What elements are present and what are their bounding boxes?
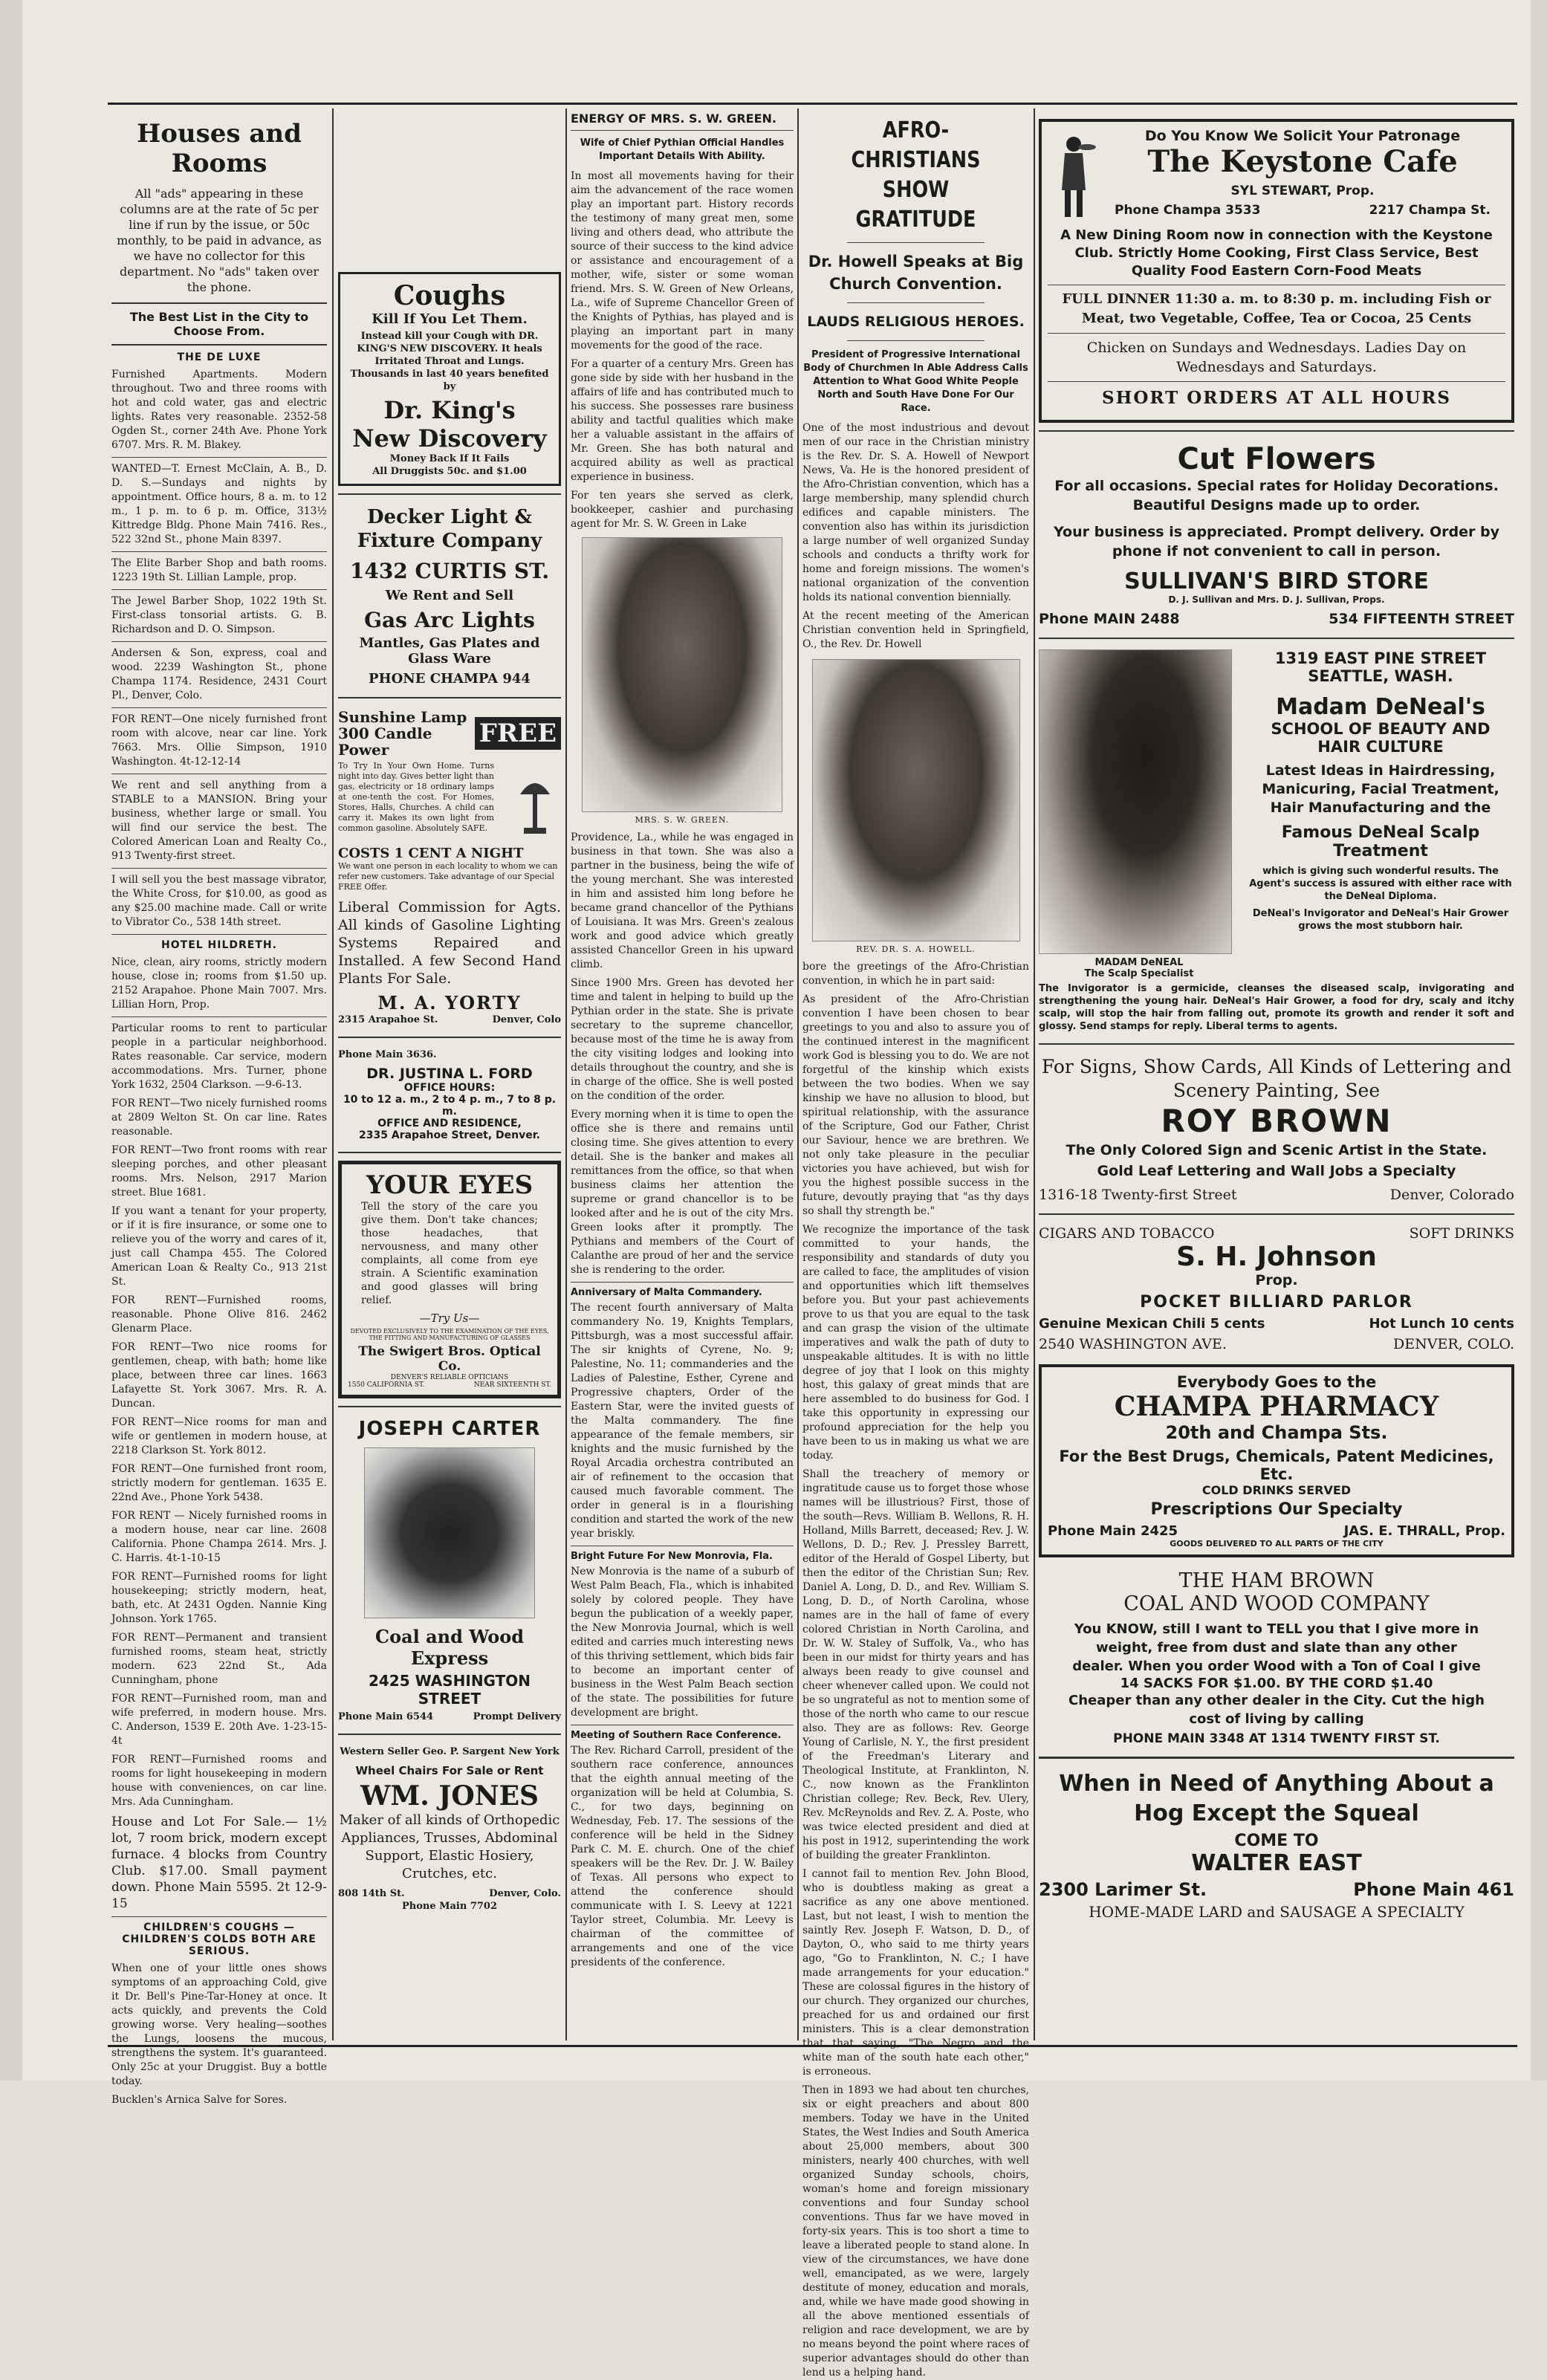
divider <box>111 302 327 304</box>
divider <box>111 934 327 935</box>
article-subhead: LAUDS RELIGIOUS HEROES. <box>807 314 1025 330</box>
ad-address: 2315 Arapahoe St. <box>338 1014 438 1025</box>
photo-caption: MRS. S. W. GREEN. <box>635 815 730 825</box>
divider <box>1039 430 1514 432</box>
ad-phone: PHONE MAIN 3348 AT 1314 TWENTY FIRST ST. <box>1113 1731 1440 1746</box>
column-rule <box>565 108 567 2040</box>
divider <box>111 457 327 458</box>
best-list-heading: The Best List in the City to Choose From. <box>129 310 309 338</box>
article-headline: Meeting of Southern Race Conference. <box>571 1730 782 1741</box>
divider <box>111 1916 327 1917</box>
ad-name: Decker Light & Fixture Company <box>357 506 542 552</box>
ad-name: DR. JUSTINA L. FORD <box>366 1066 533 1082</box>
ad-text: Latest Ideas in Hairdressing, Manicuring, Facial Treatment, Hair Manufacturing and the <box>1262 762 1499 816</box>
wm-jones-ad <box>338 1741 561 1917</box>
article-subhead: Dr. Howell Speaks at Big <box>808 253 1024 270</box>
article-paragraph: Since 1900 Mrs. Green has devoted her time and talent in helping to build up the Pythian order in the state. She is private secretary to the supreme chancellor, because most of the time he is away from the city visiting lodges and looking into details throughout the country, and she is in charge of the office. She is well posted on the condition of the order. <box>571 977 794 1102</box>
article-paragraph: Shall the treachery of memory or ingratitude cause us to forget those whose names will be illustrious? First, those of the south—Revs. William B. Wellons, R. H. Holland, Mills Barrett, deceased; Rev. J. W. Wellons, D. D.; Rev. J. Pressley Barrett, editor of the Herald of Gospel Liberty, but then the editor of the Christian Sun; Rev. Daniel A. Long, D. D., and Rev. William S. Long, D. D., of North Carolina, whose names are in the hall of fame of every colored Christian in North Carolina, and Dr. W. W. Staley of Suffolk, Va., who has been in our midst for thirty years and has always been ready to give counsel and cheer whenever called upon. We could not be so ungrateful as not to mention some of those of the north who came to our rescue also. They are as follows: Rev. George Young of Carlisle, N. Y., the first president of the Freedman's Literary and Theological Institute, at Franklinton, N. C., now known as the Franklinton Christian college; Rev. Beck, Rev. Ulery, Rev. McReynolds and Rev. Z. A. Poste, who was twice elected president and died at his post in 1912, superintending the work of building the greater Franklinton. <box>802 1468 1029 1861</box>
classified-item: FOR RENT—Permanent and transient furnished rooms, steam heat, strictly modern. 623 22nd St., Ada Cunningham, phone <box>111 1632 327 1686</box>
column-ads-left <box>338 108 561 2040</box>
ad-line: Prescriptions Our Specialty <box>1150 1500 1403 1519</box>
ad-parlor: POCKET BILLIARD PARLOR <box>1140 1293 1413 1311</box>
divider <box>571 130 794 131</box>
ad-text: You KNOW, still I want to TELL you that I give more in weight, free from dust and slate than any other dealer. When you order Wood with a Ton of Coal I give <box>1072 1621 1481 1674</box>
divider <box>111 344 327 346</box>
ad-phone: Phone MAIN 2488 <box>1039 611 1180 627</box>
article-paragraph: As president of the Afro-Christian convention I have been chosen to bear greetings to you and also to assure you of the continued interest in the magnificent work God is blessing you to do. We are not forgetful of the kinship which exists between the two bodies. When we say kinship we have no allusion to blood, but spiritual relationship, with the assurance of the Scripture, God our Father, Christ our Saviour, hence we are brethren. We not only take pleasure in the peculiar victories you have achieved, but wish for you the highest possible success in the future, devoutly praying that "as thy days so shall thy strength be." <box>802 993 1029 1217</box>
column-display-ads <box>1039 108 1514 2040</box>
ad-text: Gold Leaf Lettering and Wall Jobs a Specialty <box>1097 1163 1456 1179</box>
roy-brown-ad <box>1039 1051 1514 1207</box>
ad-text: Your business is appreciated. Prompt delivery. Order by phone if not convenient to call in person. <box>1054 524 1499 560</box>
johnson-billiard-ad <box>1039 1221 1514 1357</box>
divider <box>1039 638 1514 639</box>
ad-line: Western Seller Geo. P. Sargent New York <box>340 1746 560 1757</box>
ad-fine: GOODS DELIVERED TO ALL PARTS OF THE CITY <box>1170 1539 1384 1549</box>
column-rule <box>332 108 334 2040</box>
ad-address: 808 14th St. <box>338 1888 405 1899</box>
section-header: Houses and Rooms <box>137 119 302 178</box>
ham-brown-ad <box>1039 1565 1514 1751</box>
ad-try: —Try Us— <box>419 1311 480 1325</box>
column-rule <box>797 108 799 2040</box>
ad-text: Maker of all kinds of Orthopedic Appliances, Trusses, Abdominal Support, Elastic Hosiery, Crutches, etc. <box>339 1812 560 1881</box>
column-green-article <box>571 108 794 2040</box>
ad-line: Wheel Chairs For Sale or Rent <box>355 1764 544 1777</box>
ad-name: M. A. YORTY <box>377 992 522 1014</box>
ad-brand: New Discovery <box>352 424 547 453</box>
ad-name: CHAMPA PHARMACY <box>1114 1391 1439 1422</box>
divider <box>847 340 985 341</box>
ad-short-orders: SHORT ORDERS AT ALL HOURS <box>1101 388 1452 408</box>
divider <box>338 1037 561 1038</box>
ad-text: FULL DINNER 11:30 a. m. to 8:30 p. m. including Fish or Meat, two Vegetable, Coffee, Tea or Cocoa, 25 Cents <box>1062 291 1491 326</box>
article-paragraph: The Rev. Richard Carroll, president of the southern race conference, announces that the eighth annual meeting of the organization will be held at Columbia, S. C., for two days, beginning on Wednesday, Feb. 17. The sessions of the conference will be held in the Sidney Park C. M. E. church. One of the chief speakers will be the Rev. Dr. J. W. Bailey of Texas. All persons who expect to attend the conference should communicate with I. S. Leevy at 1221 Taylor street, Columbia. Mr. Leevy is chairman of the committee of arrangements and one of the vice presidents of the conference. <box>571 1745 794 1968</box>
keystone-cafe-ad <box>1039 119 1514 423</box>
classified-item: FOR RENT—Nice rooms for man and wife or gentlemen in modern house, at 2218 Clarkson St. York 8012. <box>111 1416 327 1456</box>
ad-address: 1316-18 Twenty-first Street <box>1039 1187 1237 1203</box>
divider <box>111 641 327 642</box>
ad-feature: Famous DeNeal Scalp Treatment <box>1281 823 1480 860</box>
classified-item: FOR RENT—Furnished rooms and rooms for light housekeeping in modern house with conveniences, on car line. Mrs. Ada Cunningham. <box>111 1754 327 1808</box>
ad-specialty: HOME-MADE LARD and SAUSAGE A SPECIALTY <box>1089 1903 1465 1921</box>
divider <box>338 1406 561 1407</box>
ad-address: 20th and Champa Sts. <box>1165 1422 1388 1443</box>
divider <box>1039 1213 1514 1215</box>
ad-phone: PHONE CHAMPA 944 <box>369 671 531 687</box>
ad-text: Chicken on Sundays and Wednesdays. Ladies Day on Wednesdays and Saturdays. <box>1086 340 1467 375</box>
article-title: CHILDREN'S COUGHS — CHILDREN'S COLDS BOTH ARE SERIOUS. <box>122 1922 317 1957</box>
ad-text: The Invigorator is a germicide, cleanses the diseased scalp, invigorating and strengthening the young hair. DeNeal's Hair Grower, a food for dry, scaly and itchy scalp, will stop the hair from falling out, promote its growth and render it soft and glossy. Send stamps for reply. Liberal terms to agents. <box>1039 983 1514 1032</box>
ad-title: THE DE LUXE <box>177 351 262 363</box>
page-edge-right <box>1531 0 1547 2081</box>
ad-subhead: Kill If You Let Them. <box>372 311 528 327</box>
ad-line: CIGARS AND TOBACCO <box>1039 1225 1215 1242</box>
classified-item: House and Lot For Sale.— 1½ lot, 7 room brick, modern except furnace. 4 blocks from Country Club. $17.00. Small payment down. Phone Main 5595. 2t 12-9-15 <box>111 1815 327 1911</box>
ad-headline: Sunshine Lamp 300 Candle Power <box>338 708 467 759</box>
divider <box>847 302 985 303</box>
ad-line: Genuine Mexican Chili 5 cents <box>1039 1316 1265 1332</box>
divider <box>847 242 985 243</box>
column-howell-article <box>802 108 1029 2379</box>
classified-item: If you want a tenant for your property, or if it is fire insurance, or some one to relieve you of the worry and cares of it, just call Champa 455. The Colored American Loan & Realty Co., 913 21st St. <box>111 1205 327 1288</box>
ad-city: Denver, Colo <box>492 1014 561 1025</box>
divider <box>111 1016 327 1017</box>
ad-name: SULLIVAN'S BIRD STORE <box>1124 568 1429 594</box>
article-paragraph: The recent fourth anniversary of Malta commandery No. 19, Knights Templars, Pittsburgh, was a most successful affair. The sir knights of Cyrene, No. 9; Palestine, No. 11; commanderies and the Ladies of Palestine, Esther, Cyrene and Progressive chapters, Order of the Eastern Star, were the invited guests of the Malta commandery. The fine appearance of the female members, sir knights and the music furnished by the Royal Arcadia orchestra contributed an air of refinement to the occasion that caused much favorable comment. The order in general is in a flourishing condition and started the work of the new year briskly. <box>571 1302 794 1540</box>
ad-school: SCHOOL OF BEAUTY AND HAIR CULTURE <box>1271 720 1491 756</box>
page-edge-left <box>0 0 22 2081</box>
ad-phone: Phone Main 461 <box>1353 1879 1514 1900</box>
ad-phone: Phone Main 6544 <box>338 1711 434 1722</box>
ad-props: D. J. Sullivan and Mrs. D. J. Sullivan, Props. <box>1168 594 1385 605</box>
ad-label: OFFICE HOURS: <box>403 1082 496 1094</box>
waiter-icon <box>1048 131 1100 220</box>
classified-item: The Jewel Barber Shop, 1022 19th St. First-class tonsorial artists. G. B. Richardson and D. O. Simpson. <box>111 595 327 635</box>
column-rule <box>1034 108 1035 2040</box>
ad-address: 2540 WASHINGTON AVE. <box>1039 1336 1227 1352</box>
classified-item: FOR RENT—Furnished room, man and wife preferred, in modern house. Mrs. C. Anderson, 1539 E. 20th Ave. 1-23-15-4t <box>111 1693 327 1747</box>
ad-address: 1550 CALIFORNIA ST. <box>348 1381 425 1389</box>
portrait-photo <box>582 537 782 812</box>
dr-ford-ad <box>338 1044 561 1146</box>
ad-name: Madam DeNeal's <box>1276 694 1485 720</box>
ad-line: Hot Lunch 10 cents <box>1369 1316 1514 1332</box>
ad-cost: COSTS 1 CENT A NIGHT <box>338 846 524 861</box>
lamp-icon <box>509 761 561 843</box>
classified-item: I will sell you the best massage vibrator, the White Cross, for $10.00, as good as any $25.00 machine made. Call or write to Vibrator Co., 538 14th street. <box>111 874 327 928</box>
article-paragraph: bore the greetings of the Afro-Christian convention, in which he in part said: <box>802 961 1029 987</box>
ad-name: COAL AND WOOD COMPANY <box>1123 1592 1430 1615</box>
walter-east-ad <box>1039 1765 1514 1925</box>
ad-offer: 14 SACKS FOR $1.00. BY THE CORD $1.40 <box>1120 1676 1433 1691</box>
article-paragraph: For a quarter of a century Mrs. Green has gone side by side with her husband in the affairs of life and has contributed much to his success. She possesses rare business ability and tactful qualities which make her a valuable assistant in the affairs of Mr. Green. She has both natural and acquired ability as well as practical experience in business. <box>571 358 794 483</box>
ad-line: COLD DRINKS SERVED <box>1201 1483 1352 1497</box>
ad-text: Tell the story of the care you give them. Don't take chances; those headaches, that nervousness, and many other complaints, all come from eye strain. A Scientific examination and good glasses will bring relief. <box>361 1201 538 1306</box>
coal-illustration <box>364 1447 535 1618</box>
portrait-photo <box>812 659 1020 941</box>
ad-text: Nice, clean, airy rooms, strictly modern house, close in; rooms from $1.50 up. 2152 Arapahoe. Phone Main 7007. Mrs. Lillian Horn, Prop. <box>111 956 327 1011</box>
ad-address: 1319 EAST PINE STREET <box>1274 649 1487 667</box>
your-eyes-ad <box>338 1161 561 1398</box>
ad-label: OFFICE AND RESIDENCE, <box>377 1118 522 1129</box>
classified-item: FOR RENT—One furnished front room, strictly modern for gentleman. 1635 E. 22nd Ave., Phone York 5438. <box>111 1463 327 1503</box>
classified-item: WANTED—T. Ernest McClain, A. B., D. D. S.—Sundays and nights by appointment. Office hours, 8 a. m. to 12 m., 1 p. m. to 6 p. m. Office, 313½ Kittredge Bldg. Phone Main 7416. Res., 522 32nd St., phone Main 8397. <box>111 463 327 545</box>
ad-name: JOSEPH CARTER <box>358 1418 541 1440</box>
ad-address: 2217 Champa St. <box>1369 203 1491 218</box>
article-headline: AFRO-CHRISTIANS <box>851 117 981 173</box>
divider <box>1039 1757 1514 1759</box>
ad-delivery: Prompt Delivery <box>473 1711 561 1722</box>
ad-text: For all occasions. Special rates for Holiday Decorations. Beautiful Designs made up to order. <box>1054 478 1499 513</box>
ad-name: WM. JONES <box>360 1780 539 1812</box>
top-rule <box>108 103 1517 105</box>
divider <box>338 1152 561 1153</box>
ad-price: All Druggists 50c. and $1.00 <box>372 466 527 477</box>
ad-fine: DENVER'S RELIABLE OPTICIANS <box>390 1374 509 1381</box>
ad-text: A New Dining Room now in connection with the Keystone Club. Strictly Home Cooking, First Class Service, Best Quality Food Eastern Corn-Food Meats <box>1060 227 1493 279</box>
ad-name: S. H. Johnson <box>1176 1242 1377 1272</box>
ad-address: 1432 CURTIS ST. <box>349 559 550 583</box>
ad-text: DeNeal's Invigorator and DeNeal's Hair Grower grows the most stubborn hair. <box>1252 908 1509 932</box>
ad-phone: Phone Main 3636. <box>338 1049 437 1060</box>
ad-tagline: Everybody Goes to the <box>1176 1373 1377 1391</box>
article-headline: Bright Future For New Monrovia, Fla. <box>571 1551 773 1562</box>
article-paragraph: I cannot fail to mention Rev. John Blood, who is doubtless making as great a sacrifice as any one above mentioned. Last, but not least, I wish to mention the saintly Rev. Joseph F. Watson, D. D., of Dayton, O., who said to me thirty years ago, "Go to Franklinton, N. C.; I have made arrangements for your education." These are colossal figures in the history of our church. They organized our churches, preached for us and ordained our first ministers. This is a clear demonstration that that saying, "The Negro and the white man of the south hate each other," is erroneous. <box>802 1868 1029 2078</box>
ad-headline: Cut Flowers <box>1177 442 1376 476</box>
ad-brand: Dr. King's <box>383 396 516 424</box>
ad-tagline: Do You Know We Solicit Your Patronage <box>1144 128 1461 144</box>
article-paragraph: Then in 1893 we had about ten churches, six or eight preachers and about 800 members. Today we have in the United States, the West Indies and South America about 25,000 members, about 300 ministers, nearly 400 churches, with well organized Sunday schools, choirs, woman's home and foreign missionary conventions and four Sunday school conventions. Thus far we have moved in forty-six years. This is too short a time to leave a liberated people to stand alone. In view of the circumstances, we have done well, emancipated, as we were, largely destitute of money, education and morals, and, while we have made good showing in all the above mentioned essentials of religion and race development, we are by no means beyond the point where races of superior advantages should do other than lend us a helping hand. <box>802 2084 1029 2379</box>
classified-item: The Elite Barber Shop and bath rooms. 1223 19th St. Lillian Lample, prop. <box>111 557 327 583</box>
ad-fine: DEVOTED EXCLUSIVELY TO THE EXAMINATION OF THE EYES, THE FITTING AND MANUFACTURING OF GLASSES <box>350 1328 549 1341</box>
classified-item: We rent and sell anything from a STABLE to a MANSION. Bring your business, whether large or small. You will find our service the best. The Colored American Loan and Realty Co., 913 Twenty-first street. <box>111 779 327 862</box>
article-text: When one of your little ones shows symptoms of an approaching Cold, give it Dr. Bell's Pine-Tar-Honey at once. It acts quickly, and prevents the Cold growing worse. Very healing—soothes the Lungs, loosens the mucous, strengthens the system. It's guaranteed. Only 25c at your Druggist. Buy a bottle today. <box>111 1962 327 2087</box>
ad-address: NEAR SIXTEENTH ST. <box>473 1381 551 1389</box>
divider <box>338 493 561 495</box>
ad-company: The Swigert Bros. Optical Co. <box>358 1344 541 1374</box>
classified-item: FOR RENT—Furnished rooms for light housekeeping; strictly modern, heat, bath, etc. At 2431 Ogden. Nannie King Johnson. York 1765. <box>111 1571 327 1625</box>
ad-text: We want one person in each locality to whom we can refer new customers. Take advantage of our Special FREE Offer. <box>338 861 558 892</box>
ad-line: Mantles, Gas Plates and Glass Ware <box>359 635 540 667</box>
divider <box>1048 381 1505 382</box>
ad-city: Denver, Colorado <box>1389 1187 1514 1203</box>
classified-item: FOR RENT—Two nice rooms for gentlemen, cheap, with bath; home like place, between three car lines. 1663 Lafayette St. York 3067. Mrs. R. A. Duncan. <box>111 1341 327 1410</box>
classified-item: Particular rooms to rent to particular people in a particular neighborhood. Rates reasonable. Car service, modern accommodations. Mrs. Turner, phone York 1632, 2504 Clarkson. —9-6-13. <box>111 1022 327 1091</box>
ad-headline: Coughs <box>393 280 506 311</box>
ad-text: The Only Colored Sign and Scenic Artist in the State. <box>1066 1142 1488 1158</box>
ad-line: Gas Arc Lights <box>364 608 535 632</box>
classified-item: FOR RENT—Two nicely furnished rooms at 2809 Welton St. On car line. Rates reasonable. <box>111 1097 327 1138</box>
deneal-ad <box>1039 645 1514 1037</box>
classified-item: FOR RENT—Two front rooms with rear sleeping porches, and other pleasant rooms. Mrs. Nelson, 2917 Marion street. Blue 1681. <box>111 1144 327 1199</box>
ad-hours: 10 to 12 a. m., 2 to 4 p. m., 7 to 8 p. m. <box>343 1094 557 1118</box>
ad-line: We Rent and Sell <box>385 588 514 603</box>
article-headline: SHOW GRATITUDE <box>855 177 976 233</box>
ad-city: DENVER, COLO. <box>1393 1336 1514 1352</box>
divider <box>1039 1043 1514 1045</box>
ad-text: To Try In Your Own Home. Turns night into day. Gives better light than gas, electricity or 18 ordinary lamps at one-tenth the cost. For Homes, Stores, Halls, Churches. A child can carry it. Makes its own light from common gasoline. Absolutely SAFE. <box>338 761 494 833</box>
ad-address: 2335 Arapahoe Street, Denver. <box>359 1129 540 1141</box>
ad-name: ROY BROWN <box>1161 1103 1392 1139</box>
champa-pharmacy-ad <box>1039 1364 1514 1557</box>
article-paragraph: Every morning when it is time to open the office she is there and remains until closing time. She gives attention to every detail. She is the banker and makes all remittances from the office, so that when business claims her attention the supreme or grand chancellor is to be looked after and he is out of the city Mrs. Green looks after it promptly. The Pythians and members of the Court of Calanthe are proud of her and the service she is rendering to the order. <box>571 1109 794 1276</box>
article-paragraph: Providence, La., while he was engaged in business in that town. She was also a partner in the business, being the wife of the young merchant. She was interested in him and assisted him long before he became grand chancellor of the Pythians of Louisiana. It was Mrs. Green's zealous work and good advice which greatly assisted Chancellor Green in his upward climb. <box>571 831 794 970</box>
ad-address: 2300 Larimer St. <box>1039 1879 1207 1900</box>
sunshine-lamp-ad <box>338 704 561 1031</box>
portrait-photo <box>1039 649 1232 954</box>
divider <box>1048 333 1505 334</box>
article-paragraph: At the recent meeting of the American Christian convention held in Springfield, O., the Rev. Dr. Howell <box>802 610 1029 650</box>
ad-line: COME TO <box>1234 1832 1319 1850</box>
article-paragraph: For ten years she served as clerk, bookkeeper, cashier and purchasing agent for Mr. S. W. Green in Lake <box>571 490 794 530</box>
photo-caption: MADAM DeNEAL <box>1094 957 1184 968</box>
ad-name: THE HAM BROWN <box>1178 1569 1375 1592</box>
rates-intro: All "ads" appearing in these columns are at the rate of 5c per line if run by the issue, or 50c monthly, to be paid in advance, as we have no collector for this department. No "ads" taken over the phone. <box>117 187 322 294</box>
ad-headline: Coal and Wood Express <box>374 1626 525 1669</box>
ad-text: Liberal Commission for Agts. All kinds of Gasoline Lighting Systems Repaired and Installed. A few Second Hand Plants For Sale. <box>338 899 561 987</box>
ad-text: For Signs, Show Cards, All Kinds of Lettering and Scenery Painting, See <box>1041 1056 1512 1101</box>
ad-city: SEATTLE, WASH. <box>1308 667 1453 685</box>
ad-text: which is giving such wonderful results. The Agent's success is assured with either race with the DeNeal Diploma. <box>1249 866 1512 902</box>
article-subhead: Church Convention. <box>829 275 1002 293</box>
article-paragraph: In most all movements having for their aim the advancement of the race women play an important part. History records the testimony of many great men, some living and others dead, who attribute the source of their success to the kind advice or assistance and encouragement of a mother, wife, sister or some woman friend. Mrs. S. W. Green of New Orleans, La., wife of Supreme Chancellor Green of the Knights of Pythias, has played and is playing an important part in many movements for the good of the race. <box>571 170 794 351</box>
ad-free: FREE <box>475 717 561 750</box>
ad-text: Cheaper than any other dealer in the City. Cut the high cost of living by calling <box>1068 1693 1485 1727</box>
ad-text: When in Need of Anything About a Hog Except the Squeal <box>1059 1771 1494 1826</box>
article-tail: Bucklen's Arnica Salve for Sores. <box>111 2094 288 2106</box>
classified-item: Andersen & Son, express, coal and wood. 2239 Washington St., phone Champa 1174. Residence, 2431 Court Pl., Denver, Colo. <box>111 647 327 701</box>
column-classifieds <box>111 108 327 2106</box>
divider <box>338 1734 561 1735</box>
divider <box>111 551 327 552</box>
divider <box>571 1282 794 1283</box>
ad-text: Instead kill your Cough with DR. KING'S NEW DISCOVERY. It heals Irritated Throat and Lungs. Thousands in last 40 years benefited by <box>350 331 549 392</box>
ad-city: Denver, Colo. <box>489 1888 561 1899</box>
classified-item: FOR RENT — Nicely furnished rooms in a modern house, near car line. 2608 California. Phone Champa 2614. Mrs. J. C. Harris. 4t-1-10-15 <box>111 1510 327 1564</box>
ad-prop: JAS. E. THRALL, Prop. <box>1343 1523 1505 1539</box>
article-paragraph: One of the most industrious and devout men of our race in the Christian ministry is the Rev. Dr. S. A. Howell of Newport News, Va. He is the honored president of the Afro-Christian convention, which has a large membership, many splendid church edifices and capable ministers. The convention also has within its jurisdiction a large number of well organized Sunday schools and conducts a thrifty work for home and foreign missions. The women's national organization of the convention holds its national convention biennially. <box>802 422 1029 603</box>
article-headline: ENERGY OF MRS. S. W. GREEN. <box>571 111 776 126</box>
divider <box>111 707 327 708</box>
classified-item: FOR RENT—One nicely furnished front room with alcove, near car line. York 7663. Mrs. Ollie Simpson, 1910 Washington. 4t-12-12-14 <box>111 713 327 768</box>
article-paragraph: We recognize the importance of the task committed to your hands, the responsibility and standards of duty you are called to face, the amplitudes of vision and opportunities which lift themselves before you. But your past achievements prove to us that you are equal to the task and can grasp the vision of the ultimate imperatives and walk the path of duty to unspeakable altitudes. It is with no little degree of joy that I look on this mighty host, this galaxy of great minds that are here assembled to do business for God. I take this opportunity in expressing our profound appreciation for the help you have been to us in making us what we are today. <box>802 1224 1029 1462</box>
ad-line: For the Best Drugs, Chemicals, Patent Medicines, Etc. <box>1059 1447 1494 1483</box>
article-headline: Anniversary of Malta Commandery. <box>571 1287 762 1298</box>
article-paragraph: New Monrovia is the name of a suburb of West Palm Beach, Fla., which is inhabited solely by colored people. They have begun the publication of a weekly paper, the New Monrovia Journal, which is well edited and carries much interesting news of this thriving settlement, which bids fair to become an important center of business in the West Palm Beach section of the state. The possibilities for future development are bright. <box>571 1566 794 1719</box>
coal-wood-ad <box>338 1413 561 1728</box>
ad-guarantee: Money Back If It Fails <box>389 453 510 464</box>
photo-caption: REV. DR. S. A. HOWELL. <box>856 944 976 954</box>
ad-phone: Phone Main 7702 <box>401 1901 498 1912</box>
ad-name: The Keystone Cafe <box>1147 144 1458 179</box>
divider <box>111 589 327 590</box>
ad-prop: Prop. <box>1255 1272 1298 1288</box>
ad-headline: YOUR EYES <box>366 1170 533 1200</box>
photo-caption: The Scalp Specialist <box>1084 968 1194 979</box>
divider <box>111 868 327 869</box>
article-deck: Wife of Chief Pythian Official Handles Important Details With Ability. <box>580 137 785 162</box>
ad-line: SOFT DRINKS <box>1409 1225 1514 1242</box>
ad-prop: SYL STEWART, Prop. <box>1230 184 1375 198</box>
ad-phone: Phone Main 2425 <box>1048 1523 1178 1539</box>
ad-text: Furnished Apartments. Modern throughout. Two and three rooms with hot and cold water, gas and electric lights. Rates very reasonable. 2352-58 Ogden St., corner 24th Ave. Phone York 6707. Mrs. R. M. Blakey. <box>111 369 327 451</box>
ad-phone: Phone Champa 3533 <box>1115 203 1261 218</box>
ad-address: 2425 WASHINGTON STREET <box>368 1672 531 1708</box>
kings-discovery-ad <box>338 272 561 486</box>
ad-name: WALTER EAST <box>1191 1850 1362 1876</box>
article-deck: President of Progressive International Body of Churchmen In Able Address Calls Attention to What Good White People North and South Have Done For Our Race. <box>803 349 1028 414</box>
ad-address: 534 FIFTEENTH STREET <box>1329 611 1514 627</box>
classified-item: FOR RENT—Furnished rooms, reasonable. Phone Olive 816. 2462 Glenarm Place. <box>111 1294 327 1335</box>
cut-flowers-ad <box>1039 438 1514 632</box>
divider <box>338 697 561 698</box>
ad-title: HOTEL HILDRETH. <box>161 939 277 951</box>
decker-ad <box>338 501 561 691</box>
